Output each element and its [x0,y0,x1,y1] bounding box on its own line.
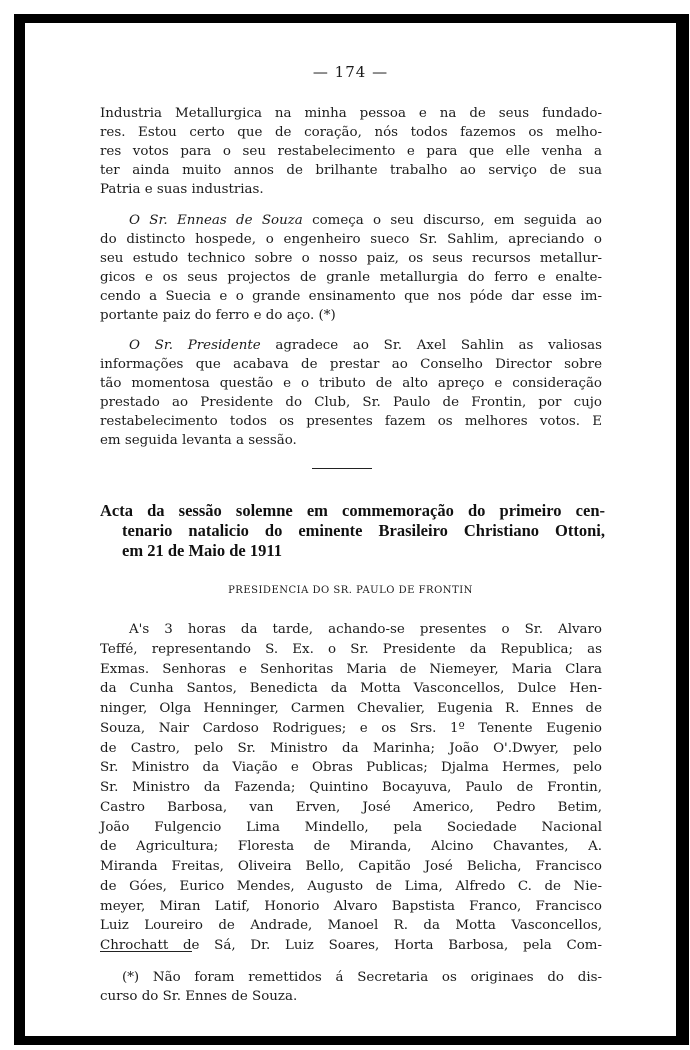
text-line: portante paiz do ferro e do aço. (*) [100,308,336,323]
section-heading-line: Acta da sessão solemne em commemoração do primeiro cen- [100,501,605,520]
text-fragment: agradece ao Sr. Axel Sahlin as valiosas [275,338,602,353]
section-divider [312,468,372,469]
text-line: informações que acabava de prestar ao Conselho Director sobre [100,357,602,372]
text-line: ter ainda muito annos de brilhante trabalho ao serviço de sua [100,163,602,178]
text-line: Teffé, representando S. Ex. o Sr. Presidente da Republica; as [100,642,602,657]
text-line: do distincto hospede, o engenheiro sueco Sr. Sahlim, apreciando o [100,232,602,247]
text-line: Chrochatt de Sá, Dr. Luiz Soares, Horta Barbosa, pela Com- [100,938,602,953]
section-heading-line: em 21 de Maio de 1911 [122,541,282,560]
text-line: João Fulgencio Lima Mindello, pela Sociedade Nacional [100,820,602,835]
text-line: de Góes, Eurico Mendes, Augusto de Lima, Alfredo C. de Nie- [100,879,602,894]
text-line: Castro Barbosa, van Erven, José Americo, Pedro Betim, [100,800,602,815]
section-heading-line: tenario natalicio do eminente Brasileiro Christiano Ottoni, [122,521,605,540]
text-line: Patria e suas industrias. [100,182,264,197]
page-frame [14,14,689,1045]
text-line: A's 3 horas da tarde, achando-se presentes o Sr. Alvaro [129,622,602,637]
footnote-line: (*) Não foram remettidos á Secretaria os originaes do dis- [122,970,602,985]
text-line: Exmas. Senhoras e Senhoritas Maria de Niemeyer, Maria Clara [100,662,602,677]
text-line: cendo a Suecia e o grande ensinamento que nos póde dar esse im- [100,289,602,304]
text-line: seu estudo technico sobre o nosso paiz, os seus recursos metallur- [100,251,602,266]
document-page [25,23,676,1036]
footnote-divider [100,951,192,952]
text-line: Miranda Freitas, Oliveira Bello, Capitão José Belicha, Francisco [100,859,602,874]
text-line: Sr. Ministro da Viação e Obras Publicas; Djalma Hermes, pelo [100,760,602,775]
text-line: de Castro, pelo Sr. Ministro da Marinha; João O'.Dwyer, pelo [100,741,602,756]
text-line: Luiz Loureiro de Andrade, Manoel R. da Motta Vasconcellos, [100,918,602,933]
footnote-line: curso do Sr. Ennes de Souza. [100,989,298,1004]
text-line: Sr. Ministro da Fazenda; Quintino Bocayuva, Paulo de Frontin, [100,780,602,795]
text-line: Souza, Nair Cardoso Rodrigues; e os Srs. 1º Tenente Eugenio [100,721,602,736]
text-line: tão momentosa questão e o tributo de alto apreço e consideração [100,376,602,391]
text-line: Industria Metallurgica na minha pessoa e na de seus fundado- [100,106,602,121]
text-line: restabelecimento todos os presentes fazem os melhores votos. E [100,414,602,429]
text-line: gicos e os seus projectos de granle metallurgia do ferro e enalte- [100,270,602,285]
text-line: meyer, Miran Latif, Honorio Alvaro Bapstista Franco, Francisco [100,899,602,914]
text-fragment: começa o seu discurso, em seguida ao [312,213,602,228]
text-line: res. Estou certo que de coração, nós todos fazemos os melho- [100,125,602,140]
section-subheading: PRESIDENCIA DO SR. PAULO DE FRONTIN [228,585,473,596]
page-number: — 174 — [312,63,389,81]
text-line: prestado ao Presidente do Club, Sr. Paulo de Frontin, por cujo [100,395,602,410]
text-line: da Cunha Santos, Benedicta da Motta Vasconcellos, Dulce Hen- [100,681,602,696]
speaker-name: O Sr. Enneas de Souza [129,213,303,228]
text-line: em seguida levanta a sessão. [100,433,297,448]
text-line: res votos para o seu restabelecimento e para que elle venha a [100,144,602,159]
speaker-name: O Sr. Presidente [129,338,261,353]
paragraph-first-line [129,211,602,230]
paragraph-first-line [129,336,602,355]
text-line: de Agricultura; Floresta de Miranda, Alcino Chavantes, A. [100,839,602,854]
text-line: ninger, Olga Henninger, Carmen Chevalier, Eugenia R. Ennes de [100,701,602,716]
